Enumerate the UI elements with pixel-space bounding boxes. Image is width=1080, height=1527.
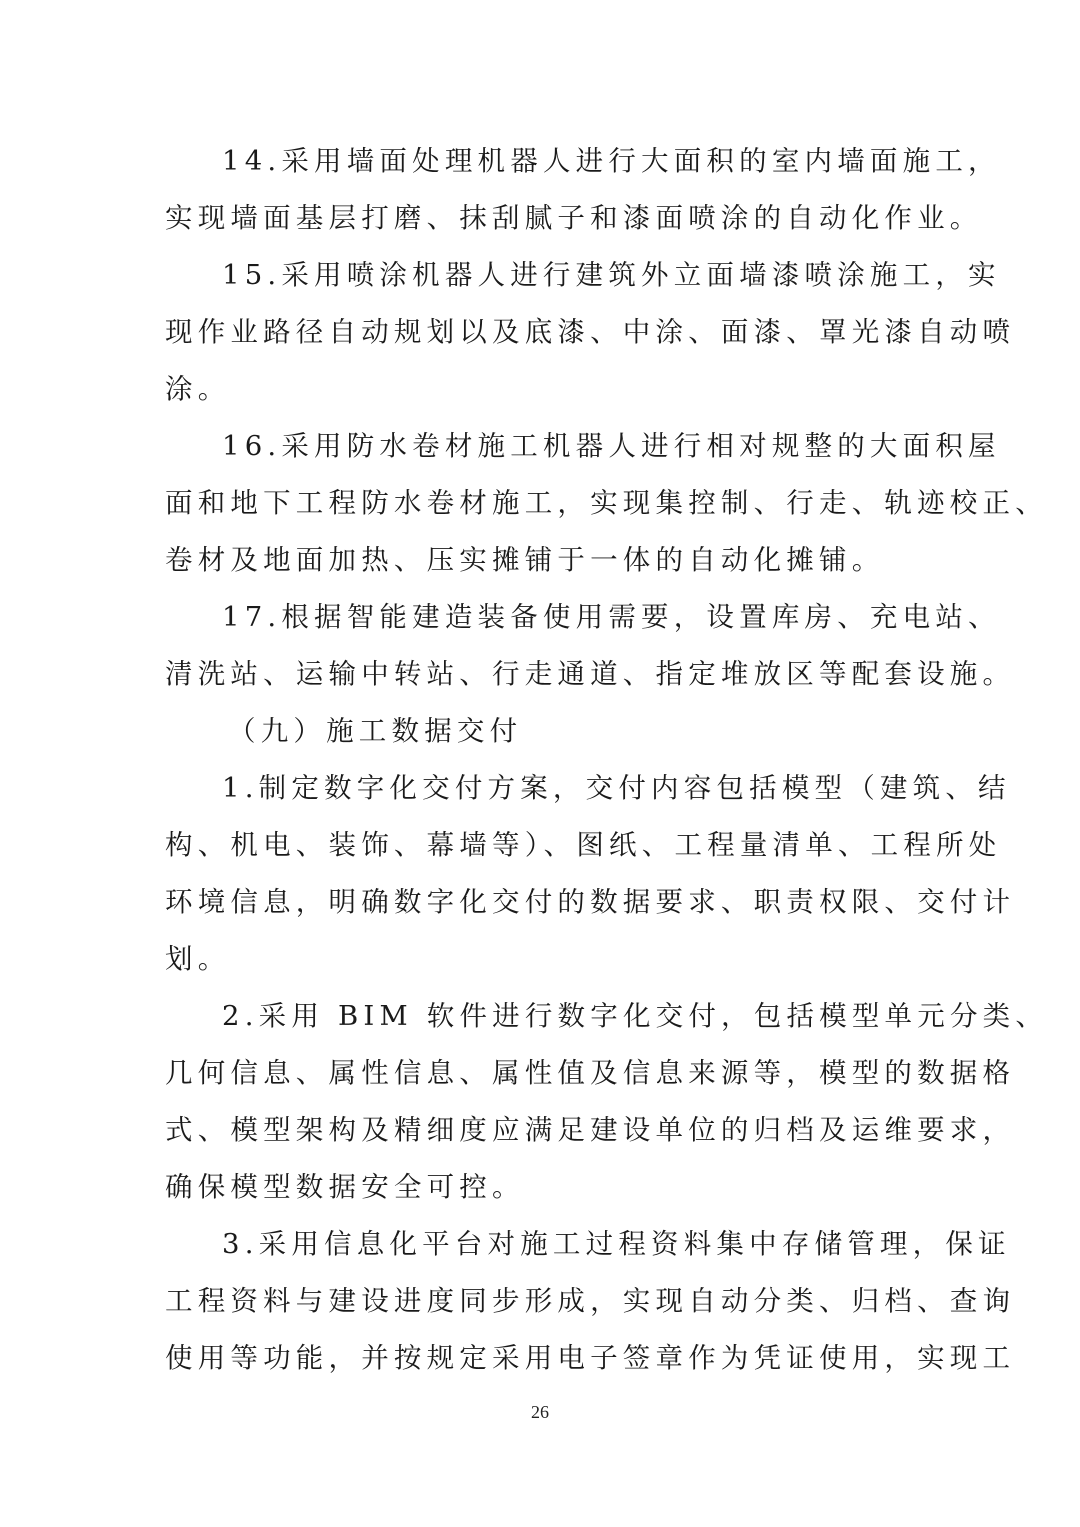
paragraph-line: 环境信息，明确数字化交付的数据要求、职责权限、交付计 [165,886,1016,918]
paragraph-line: 工程资料与建设进度同步形成，实现自动分类、归档、查询 [165,1285,1016,1317]
paragraph-line: 涂。 [165,373,231,405]
section-heading: （九）施工数据交付 [228,715,523,747]
paragraph-line: 面和地下工程防水卷材施工，实现集控制、行走、轨迹校正、 [165,487,1048,519]
paragraph-line: 卷材及地面加热、压实摊铺于一体的自动化摊铺。 [165,544,885,576]
page-number: 26 [531,1402,549,1422]
body-text [165,133,1049,1387]
paragraph-line: 划。 [165,943,231,975]
paragraph-line: 15.采用喷涂机器人进行建筑外立面墙漆喷涂施工，实 [222,259,1001,291]
paragraph-line: 实现墙面基层打磨、抹刮腻子和漆面喷涂的自动化作业。 [165,202,983,234]
paragraph-line: 2.采用 BIM 软件进行数字化交付，包括模型单元分类、 [222,1000,1049,1032]
paragraph-line: 现作业路径自动规划以及底漆、中涂、面漆、罩光漆自动喷 [165,316,1016,348]
paragraph-line: 1.制定数字化交付方案，交付内容包括模型（建筑、结 [222,772,1011,804]
paragraph-line: 构、机电、装饰、幕墙等）、图纸、工程量清单、工程所处 [165,829,1002,861]
paragraph-line: 14.采用墙面处理机器人进行大面积的室内墙面施工， [222,145,1001,177]
paragraph-line: 清洗站、运输中转站、行走通道、指定堆放区等配套设施。 [165,658,1016,690]
paragraph-line: 确保模型数据安全可控。 [165,1171,525,1203]
paragraph-line: 16.采用防水卷材施工机器人进行相对规整的大面积屋 [222,430,1001,462]
paragraph-line: 式、模型架构及精细度应满足建设单位的归档及运维要求， [165,1114,1016,1146]
paragraph-line: 17.根据智能建造装备使用需要，设置库房、充电站、 [222,601,1001,633]
paragraph-line: 几何信息、属性信息、属性值及信息来源等，模型的数据格 [165,1057,1016,1089]
paragraph-line: 3.采用信息化平台对施工过程资料集中存储管理，保证 [222,1228,1011,1260]
paragraph-line: 使用等功能，并按规定采用电子签章作为凭证使用，实现工 [165,1342,1016,1374]
